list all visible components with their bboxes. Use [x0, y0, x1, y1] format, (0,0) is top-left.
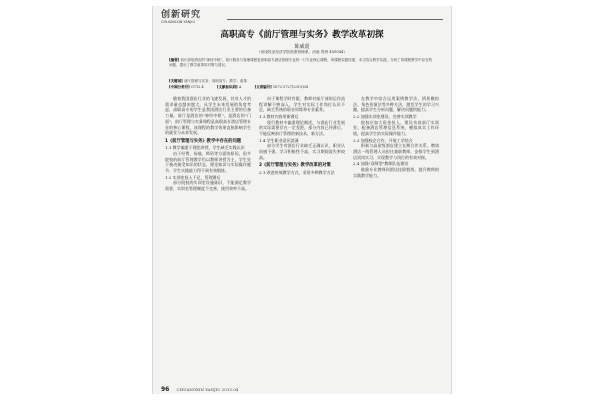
- text-column-1: [165, 96, 251, 192]
- header-divider: [227, 19, 443, 20]
- page-number: 96: [161, 386, 170, 393]
- paragraph-1-1: 由于经费、场地、师资等方面的原因，很多院校的前厅管理教学仍以教师讲授为主，学生处于被动接受知识的状态，理论知识与实际操作脱节，学生实践能力得不到有效锻炼。: [165, 150, 251, 174]
- subsection-heading-2-2: 2.2 加强实训室建设，完善实训教学: [353, 114, 417, 120]
- article-id-label: [文章编号]: [254, 85, 272, 89]
- text-column-2: [259, 96, 345, 175]
- clc-value: G712.4: [190, 85, 204, 89]
- subsection-heading-1-4: 1.4 学生职业意识淡薄: [259, 137, 299, 143]
- article-author: 陈威震: [294, 44, 310, 50]
- logo-sub-text: CHUANGXIN YANJIU: [161, 20, 196, 24]
- paragraph-col2-start: 由于课程学时有限，教师对前厅部的运作流程讲解不够深入，学生对实际工作岗位认识不足，缺乏系统的职业训练和专业素养。: [259, 96, 345, 113]
- subsection-heading-2-3: 2.3 加强校企合作，开展工学结合: [353, 137, 413, 143]
- page-header: [161, 10, 443, 30]
- abstract-text: 前厅部是酒店的"神经中枢"，前厅服务与管理课程是高职高专酒店管理专业的一门专业核心课程，该课程实践性强，本文结合教学实践，分析了该课程教学中存在的问题，提出了教学改革的对策与建议。: [169, 58, 433, 67]
- text-column-3: [353, 96, 439, 178]
- keywords-row: [169, 79, 435, 84]
- abstract-label: [摘要]: [169, 58, 180, 62]
- subsection-heading-1-3: 1.3 教材内容更新滞后: [259, 114, 299, 120]
- article-affiliation: （河南牧业经济学院旅游管理系，河南 郑州 450044）: [256, 50, 348, 54]
- subsection-heading-1-2: 1.2 实训室投入不足，管理滞后: [165, 174, 221, 180]
- section-heading-2: 2《前厅管理与实务》教学改革的对策: [259, 163, 331, 169]
- doc-label: [文献标识码]: [216, 85, 238, 89]
- subsection-heading-1-1: 1.1 教学偏重于理论讲授，学生缺乏实践认识: [165, 145, 245, 151]
- paragraph-2-4: 鼓励专业教师到酒店挂职锻炼，提升教师的实践教学能力。: [353, 166, 439, 178]
- keywords-label: [关键词]: [169, 79, 183, 83]
- subsection-heading-2-4: 2.4 加强"双师型"教师队伍建设: [353, 161, 409, 167]
- keywords-value: 前厅管理与实务；高职高专；教学；改革: [183, 79, 247, 83]
- paragraph-2-2: 院校应加大资金投入，建设仿真前厅实训室，配备酒店管理信息系统，模拟真实工作环境，提高学生的实际操作能力。: [353, 119, 439, 137]
- intro-paragraph: 随着我国酒店行业的飞速发展，其对人才的需求量也越来越大。从学生未来发展的角度考虑，高职高专的学生是我国酒店行业主要的后备力量。前厅是酒店的"神经中枢"，是酒店的"门面"，前厅管理与实务课程是高职高专酒店管理专业的核心课程，该课程的教学效果直接影响学生的就业与未来发展。: [165, 96, 251, 136]
- logo-main-text: 创新研究: [161, 10, 202, 20]
- journal-footer: CHUANGXIN YANJIU 2013.04: [176, 387, 239, 392]
- page-footer: [161, 386, 443, 394]
- section-heading-1: 1《前厅管理与实务》教学中存在的问题: [165, 138, 242, 144]
- paragraph-2-3: 积极与高星级酒店建立长期合作关系，聘请酒店一线管理人员担任兼职教师，安排学生到酒店顶岗实习，实现教学与岗位的有效对接。: [353, 143, 439, 160]
- journal-logo: [161, 10, 221, 28]
- journal-page: [152, 6, 452, 394]
- article-id-value: 1672-5727(2013)04: [272, 85, 309, 89]
- paragraph-1-2: 部分院校的实训室设施陈旧，不能满足教学需要，实训室管理制度不完善，使用效率不高。: [165, 180, 251, 191]
- paragraph-1-4: 部分学生对酒店行业缺乏正确认识，职业认同感不强，学习积极性不高，实习期间流失率较高。: [259, 143, 345, 160]
- paragraph-2-1: 在教学中综合运用案例教学法、情景模拟法、角色扮演法等多种方法，激发学生的学习兴趣，提高学生分析问题、解决问题的能力。: [353, 96, 439, 113]
- article-title: 高职高专《前厅管理与实务》教学改革初探: [220, 30, 384, 40]
- abstract: [169, 58, 435, 68]
- classification-row: [169, 85, 435, 90]
- subsection-heading-2-1: 2.1 改进传统教学方式，采用多种教学方法: [259, 169, 335, 175]
- paragraph-1-3: 现行教材多偏重理论阐述，与酒店行业发展的实际需要存在一定差距，部分内容已经滞后，不能反映前厅管理的新技术、新方法。: [259, 119, 345, 137]
- clc-label: [中图分类号]: [169, 85, 190, 89]
- doc-value: A: [238, 85, 242, 89]
